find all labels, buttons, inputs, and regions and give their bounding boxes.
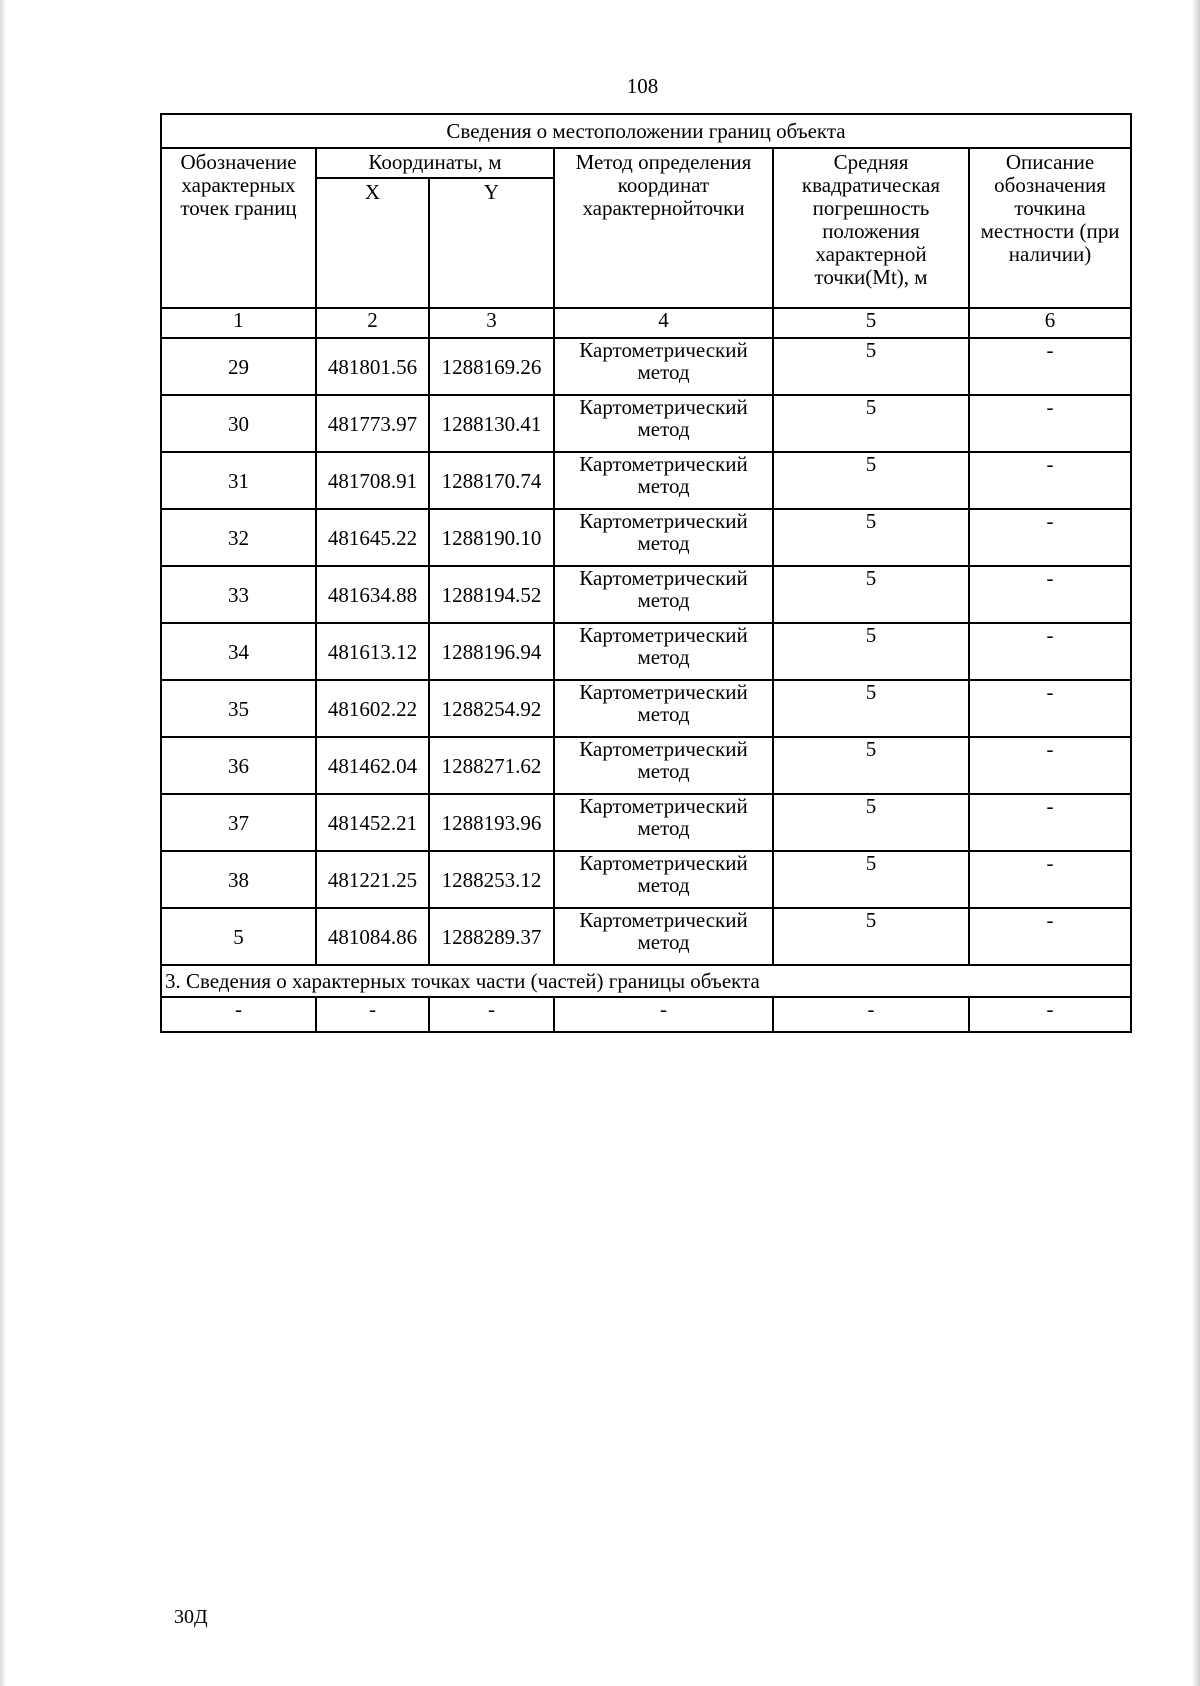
table-row: [161, 452, 1131, 509]
error-cell: 5: [773, 737, 969, 794]
point-cell: 34: [161, 623, 316, 680]
description-cell: -: [969, 680, 1131, 737]
point-cell: 37: [161, 794, 316, 851]
header-x: X: [316, 178, 429, 308]
description-cell: -: [969, 566, 1131, 623]
method-cell: Картометрический метод: [554, 680, 773, 737]
point-cell: 5: [161, 908, 316, 965]
method-cell: Картометрический метод: [554, 338, 773, 395]
table-row: [161, 509, 1131, 566]
error-cell: 5: [773, 908, 969, 965]
method-cell: Картометрический метод: [554, 851, 773, 908]
x-cell: 481613.12: [316, 623, 429, 680]
table-row: [161, 338, 1131, 395]
method-cell: Картометрический метод: [554, 509, 773, 566]
y-cell: 1288194.52: [429, 566, 554, 623]
x-cell: 481221.25: [316, 851, 429, 908]
method-cell: Картометрический метод: [554, 737, 773, 794]
y-cell: 1288254.92: [429, 680, 554, 737]
table-title: Сведения о местоположении границ объекта: [161, 114, 1131, 148]
point-cell: 35: [161, 680, 316, 737]
header-point: Обозначение характерных точек границ: [161, 148, 316, 308]
column-number: 2: [316, 308, 429, 338]
point-cell: 29: [161, 338, 316, 395]
header-method: Метод определения координат характернойточки: [554, 148, 773, 308]
table-row: [161, 851, 1131, 908]
description-cell: -: [969, 623, 1131, 680]
point-cell: 38: [161, 851, 316, 908]
method-cell: Картометрический метод: [554, 908, 773, 965]
method-cell: Картометрический метод: [554, 452, 773, 509]
section3-cell: -: [773, 997, 969, 1032]
y-cell: 1288289.37: [429, 908, 554, 965]
point-cell: 32: [161, 509, 316, 566]
column-number: 6: [969, 308, 1131, 338]
table-row: [161, 737, 1131, 794]
method-cell: Картометрический метод: [554, 794, 773, 851]
column-number: 1: [161, 308, 316, 338]
method-cell: Картометрический метод: [554, 566, 773, 623]
error-cell: 5: [773, 452, 969, 509]
footer-mark: 30Д: [174, 1606, 208, 1628]
table-row: [161, 680, 1131, 737]
y-cell: 1288130.41: [429, 395, 554, 452]
column-number: 3: [429, 308, 554, 338]
y-cell: 1288253.12: [429, 851, 554, 908]
error-cell: 5: [773, 338, 969, 395]
error-cell: 5: [773, 566, 969, 623]
method-cell: Картометрический метод: [554, 623, 773, 680]
section3-title: 3. Сведения о характерных точках части (частей) границы объекта: [161, 965, 1131, 997]
description-cell: -: [969, 509, 1131, 566]
table-row: [161, 794, 1131, 851]
description-cell: -: [969, 395, 1131, 452]
table-row: [161, 395, 1131, 452]
description-cell: -: [969, 452, 1131, 509]
error-cell: 5: [773, 851, 969, 908]
y-cell: 1288196.94: [429, 623, 554, 680]
table-row: [161, 623, 1131, 680]
error-cell: 5: [773, 395, 969, 452]
x-cell: 481634.88: [316, 566, 429, 623]
x-cell: 481708.91: [316, 452, 429, 509]
y-cell: 1288170.74: [429, 452, 554, 509]
error-cell: 5: [773, 680, 969, 737]
description-cell: -: [969, 851, 1131, 908]
error-cell: 5: [773, 509, 969, 566]
description-cell: -: [969, 338, 1131, 395]
description-cell: -: [969, 737, 1131, 794]
header-error: Средняя квадратическая погрешность положения характерной точки(Mt), м: [773, 148, 969, 308]
scan-edge-right: [1192, 0, 1200, 1686]
point-cell: 33: [161, 566, 316, 623]
point-cell: 30: [161, 395, 316, 452]
x-cell: 481602.22: [316, 680, 429, 737]
x-cell: 481645.22: [316, 509, 429, 566]
table-row: [161, 566, 1131, 623]
y-cell: 1288169.26: [429, 338, 554, 395]
error-cell: 5: [773, 623, 969, 680]
column-number-row: [161, 308, 1131, 338]
scan-edge-left: [0, 0, 6, 1686]
boundary-table: [160, 113, 1132, 1033]
y-cell: 1288271.62: [429, 737, 554, 794]
description-cell: -: [969, 908, 1131, 965]
table-row: [161, 908, 1131, 965]
point-cell: 36: [161, 737, 316, 794]
section3-row: [161, 997, 1131, 1032]
header-description: Описание обозначения точкина местности (при наличии): [969, 148, 1131, 308]
x-cell: 481084.86: [316, 908, 429, 965]
method-cell: Картометрический метод: [554, 395, 773, 452]
x-cell: 481801.56: [316, 338, 429, 395]
section3-cell: -: [429, 997, 554, 1032]
column-number: 4: [554, 308, 773, 338]
header-y: Y: [429, 178, 554, 308]
y-cell: 1288193.96: [429, 794, 554, 851]
section3-cell: -: [161, 997, 316, 1032]
error-cell: 5: [773, 794, 969, 851]
column-number: 5: [773, 308, 969, 338]
y-cell: 1288190.10: [429, 509, 554, 566]
section3-cell: -: [969, 997, 1131, 1032]
section3-cell: -: [554, 997, 773, 1032]
page-number: 108: [626, 74, 659, 98]
section3-cell: -: [316, 997, 429, 1032]
x-cell: 481773.97: [316, 395, 429, 452]
point-cell: 31: [161, 452, 316, 509]
header-coords: Координаты, м: [316, 148, 554, 178]
description-cell: -: [969, 794, 1131, 851]
x-cell: 481452.21: [316, 794, 429, 851]
x-cell: 481462.04: [316, 737, 429, 794]
